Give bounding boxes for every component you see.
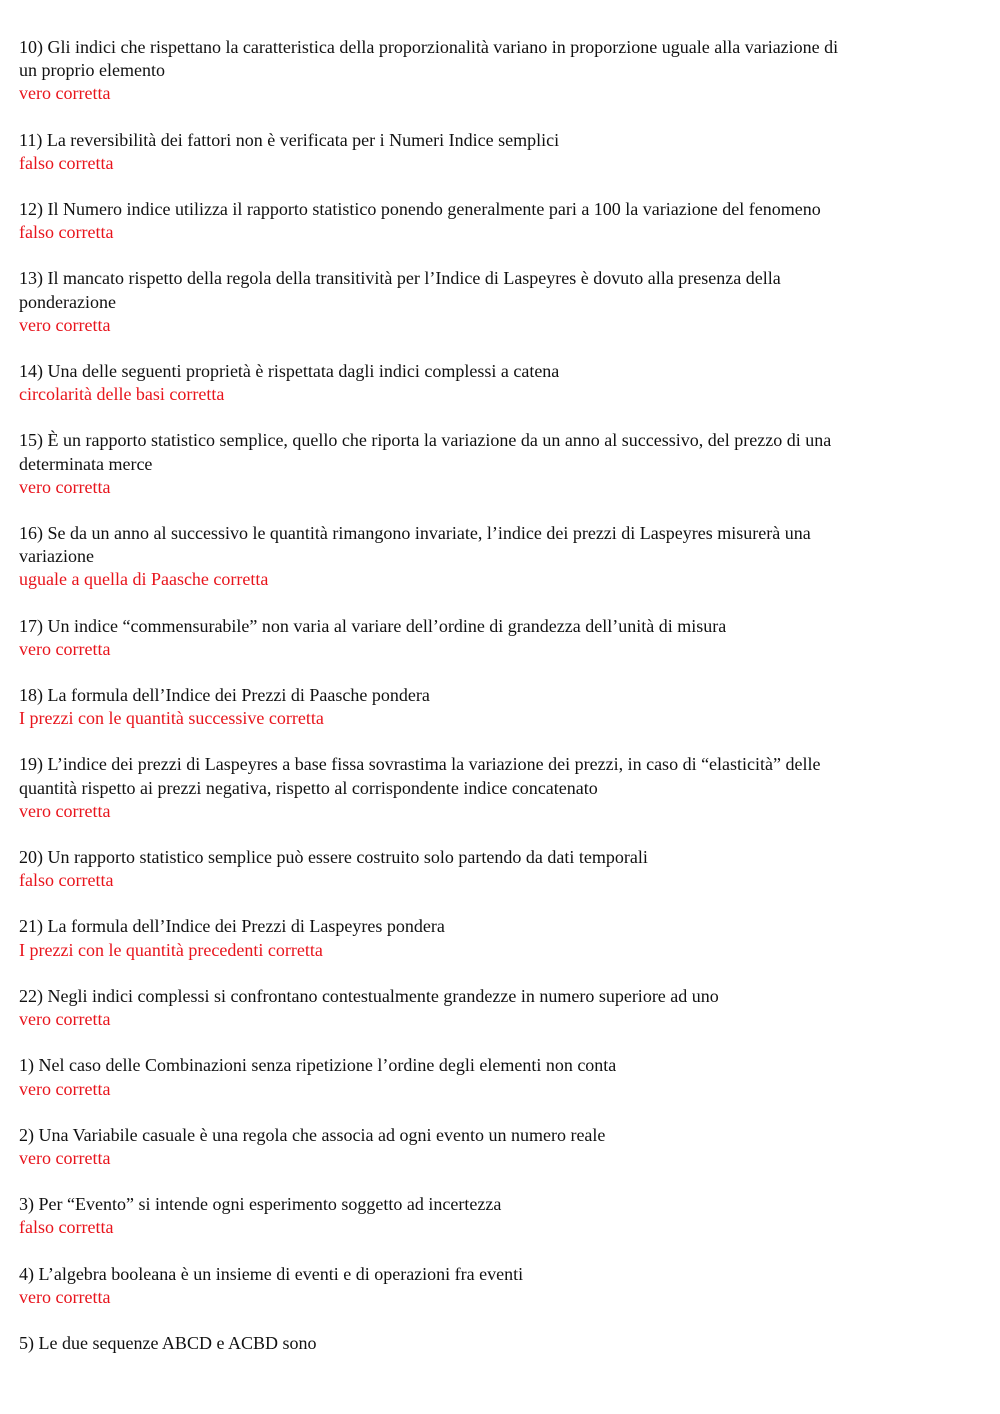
answer-text: vero corretta — [19, 476, 111, 497]
qa-item — [19, 1193, 849, 1239]
qa-item — [19, 985, 849, 1031]
answer-text: vero corretta — [19, 1078, 111, 1099]
answer-text: I prezzi con le quantità successive corretta — [19, 708, 324, 729]
question-text: 2) Una Variabile casuale è una regola che associa ad ogni evento un numero reale — [19, 1124, 606, 1145]
answer-text: vero corretta — [19, 638, 111, 659]
question-text: 14) Una delle seguenti proprietà è rispettata dagli indici complessi a catena — [19, 361, 560, 382]
answer-text: falso corretta — [19, 870, 114, 891]
qa-item — [19, 198, 849, 244]
question-text: 10) Gli indici che rispettano la caratteristica della proporzionalità variano in proporzione uguale alla variazione di un proprio elemento — [19, 37, 839, 81]
answer-text: falso corretta — [19, 1217, 114, 1238]
question-text: 22) Negli indici complessi si confrontano contestualmente grandezze in numero superiore ad uno — [19, 985, 719, 1006]
answer-text: falso corretta — [19, 152, 114, 173]
question-text: 19) L’indice dei prezzi di Laspeyres a base fissa sovrastima la variazione dei prezzi, in caso di “elasticità” delle quantità rispetto ai prezzi negativa, rispetto al corrispondente indice concatenato — [19, 754, 821, 798]
qa-item — [19, 1332, 849, 1355]
answer-text: circolarità delle basi corretta — [19, 384, 225, 405]
qa-item — [19, 915, 849, 961]
question-text: 5) Le due sequenze ABCD e ACBD sono — [19, 1332, 317, 1353]
question-text: 13) Il mancato rispetto della regola della transitività per l’Indice di Laspeyres è dovuto alla presenza della ponderazione — [19, 268, 781, 312]
qa-item — [19, 36, 849, 106]
qa-item — [19, 615, 849, 661]
answer-text: falso corretta — [19, 222, 114, 243]
question-text: 12) Il Numero indice utilizza il rapporto statistico ponendo generalmente pari a 100 la variazione del fenomeno — [19, 199, 821, 220]
answer-text: uguale a quella di Paasche corretta — [19, 569, 269, 590]
answer-text: vero corretta — [19, 314, 111, 335]
question-text: 11) La reversibilità dei fattori non è verificata per i Numeri Indice semplici — [19, 129, 560, 150]
qa-item — [19, 753, 849, 823]
qa-item — [19, 429, 849, 499]
question-text: 15) È un rapporto statistico semplice, quello che riporta la variazione da un anno al successivo, del prezzo di una determinata merce — [19, 430, 832, 474]
question-text: 3) Per “Evento” si intende ogni esperimento soggetto ad incertezza — [19, 1194, 502, 1215]
question-text: 21) La formula dell’Indice dei Prezzi di Laspeyres pondera — [19, 916, 445, 937]
question-text: 18) La formula dell’Indice dei Prezzi di Paasche pondera — [19, 685, 430, 706]
qa-item — [19, 267, 849, 337]
question-text: 20) Un rapporto statistico semplice può essere costruito solo partendo da dati temporali — [19, 847, 648, 868]
question-text: 17) Un indice “commensurabile” non varia al variare dell’ordine di grandezza dell’unità di misura — [19, 615, 727, 636]
qa-item — [19, 360, 849, 406]
answer-text: vero corretta — [19, 1009, 111, 1030]
qa-item — [19, 129, 849, 175]
answer-text: vero corretta — [19, 1147, 111, 1168]
qa-item — [19, 1124, 849, 1170]
question-text: 1) Nel caso delle Combinazioni senza ripetizione l’ordine degli elementi non conta — [19, 1055, 617, 1076]
answer-text: vero corretta — [19, 800, 111, 821]
qa-item — [19, 1263, 849, 1309]
document-page — [19, 36, 849, 1378]
qa-item — [19, 522, 849, 592]
qa-item — [19, 684, 849, 730]
answer-text: vero corretta — [19, 83, 111, 104]
question-text: 4) L’algebra booleana è un insieme di eventi e di operazioni fra eventi — [19, 1263, 524, 1284]
answer-text: vero corretta — [19, 1286, 111, 1307]
qa-item — [19, 1054, 849, 1100]
question-text: 16) Se da un anno al successivo le quantità rimangono invariate, l’indice dei prezzi di Laspeyres misurerà una variazione — [19, 523, 811, 567]
qa-item — [19, 846, 849, 892]
answer-text: I prezzi con le quantità precedenti corretta — [19, 939, 323, 960]
